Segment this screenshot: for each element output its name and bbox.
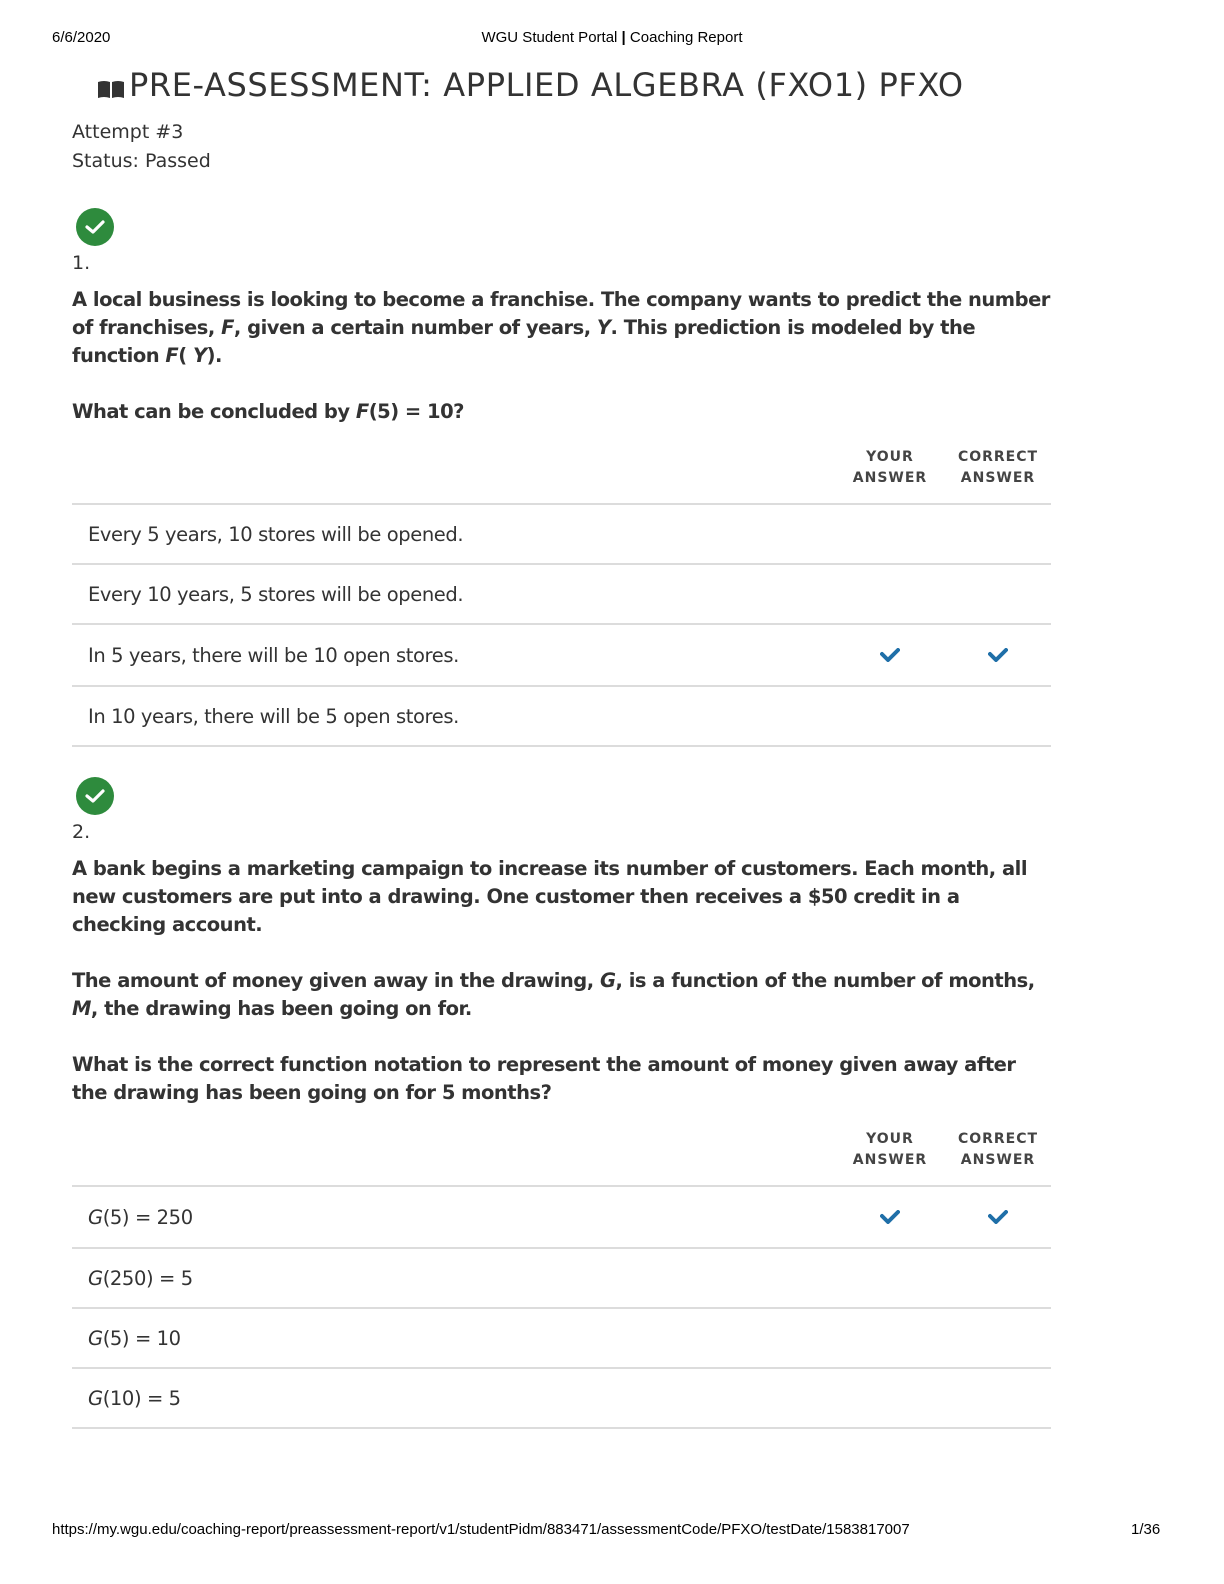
answer-text: G(10) = 5 (88, 1386, 181, 1410)
answer-text: G(5) = 250 (88, 1205, 193, 1229)
attempt-status: Status: Passed (72, 150, 211, 172)
answer-text: In 10 years, there will be 5 open stores. (88, 704, 459, 728)
header-portal-name: WGU Student Portal (481, 29, 618, 46)
answer-table-q2 (72, 1185, 1051, 1429)
question-number: 2. (72, 821, 91, 843)
book-icon (97, 79, 125, 99)
question-2 (72, 777, 1052, 1107)
header-separator: | (621, 29, 626, 46)
answer-row (72, 1309, 1051, 1369)
print-date: 6/6/2020 (52, 29, 111, 46)
correct-check-icon (76, 777, 114, 815)
page-number: 1/36 (1131, 1521, 1161, 1538)
answer-row (72, 1249, 1051, 1309)
question-prompt: A local business is looking to become a franchise. The company wants to predict the number of franchises, F, given a certain number of years, Y. This prediction is modeled by the function F( Y). (72, 288, 1050, 367)
page-url: https://my.wgu.edu/coaching-report/preassessment-report/v1/studentPidm/883471/assessmentCode/PFXO/testDate/1583817007 (52, 1521, 910, 1538)
answer-row (72, 625, 1051, 687)
header-report-name: Coaching Report (629, 29, 743, 46)
question-ask: What is the correct function notation to represent the amount of money given away after the drawing has been going on for 5 months? (72, 1053, 1016, 1104)
answer-text: Every 10 years, 5 stores will be opened. (88, 582, 464, 606)
question-number: 1. (72, 252, 91, 274)
your-answer-header: YOUR ANSWER (852, 1131, 928, 1168)
question-ask: What can be concluded by F(5) = 10? (72, 400, 464, 423)
correct-answer-check-icon (988, 648, 1008, 662)
answer-text: Every 5 years, 10 stores will be opened. (88, 522, 464, 546)
question-context: The amount of money given away in the drawing, G, is a function of the number of months, M, the drawing has been going on for. (72, 969, 1035, 1020)
your-answer-check-icon (880, 1210, 900, 1224)
answer-row (72, 1187, 1051, 1249)
answer-row (72, 1369, 1051, 1429)
correct-answer-header: CORRECT ANSWER (957, 1131, 1039, 1168)
answer-text: G(250) = 5 (88, 1266, 193, 1290)
your-answer-header: YOUR ANSWER (852, 449, 928, 486)
answer-row (72, 687, 1051, 747)
answer-text: G(5) = 10 (88, 1326, 181, 1350)
your-answer-check-icon (880, 648, 900, 662)
correct-check-icon (76, 208, 114, 246)
correct-answer-check-icon (988, 1210, 1008, 1224)
answer-row (72, 505, 1051, 565)
question-prompt: A bank begins a marketing campaign to increase its number of customers. Each month, all new customers are put into a drawing. One customer then receives a $50 credit in a checking account. (72, 857, 1028, 936)
page-title (97, 66, 964, 104)
print-header-title (0, 29, 1224, 46)
correct-answer-header: CORRECT ANSWER (957, 449, 1039, 486)
attempt-number: Attempt #3 (72, 121, 184, 143)
answer-table-q1 (72, 503, 1051, 747)
answer-row (72, 565, 1051, 625)
question-1 (72, 208, 1052, 426)
assessment-title: PRE-ASSESSMENT: APPLIED ALGEBRA (FXO1) PFXO (129, 66, 964, 104)
answer-text: In 5 years, there will be 10 open stores. (88, 643, 459, 667)
